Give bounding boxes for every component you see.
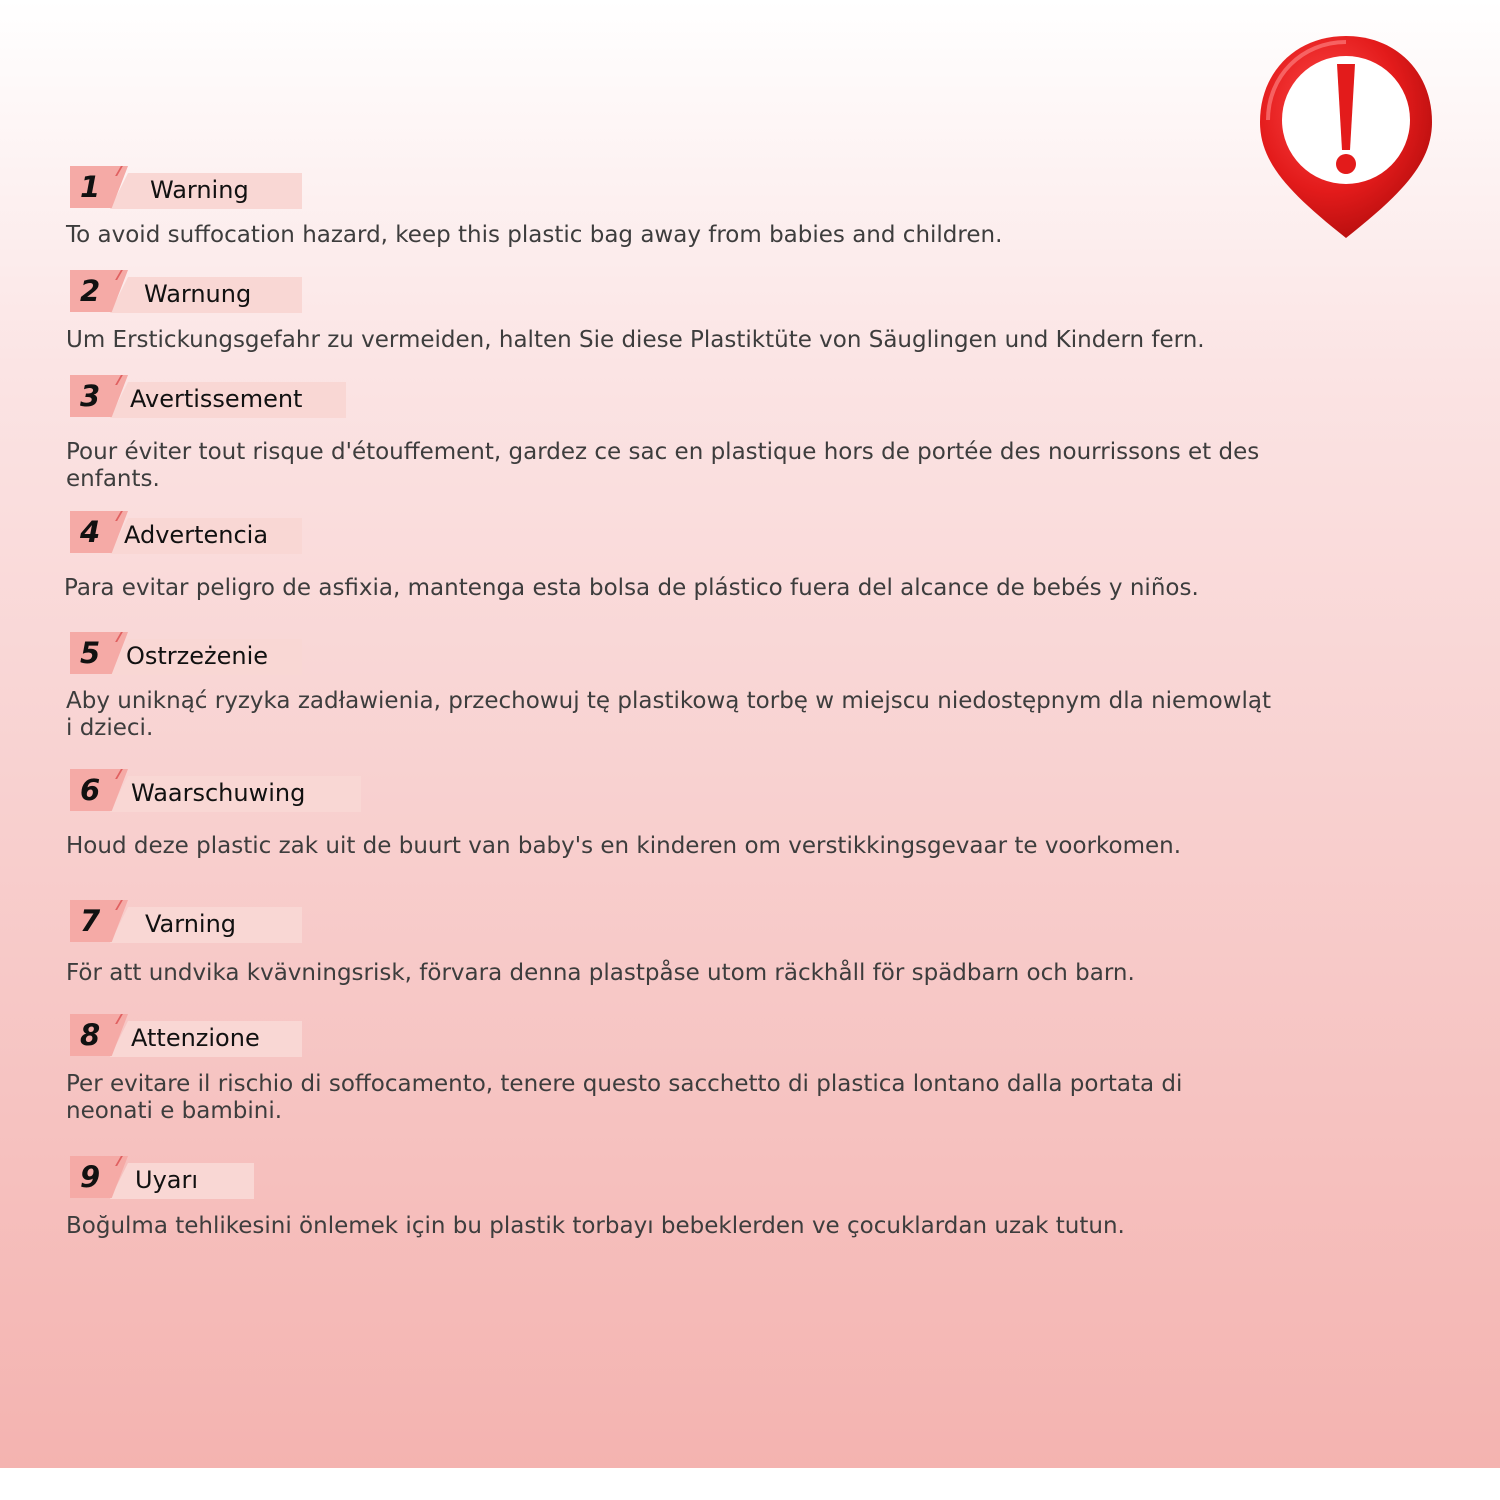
warning-section-2 xyxy=(66,270,1286,354)
warning-text: Boğulma tehlikesini önlemek için bu plastik torbayı bebeklerden ve çocuklardan uzak tutun. xyxy=(66,1213,1125,1239)
warning-heading: Varning xyxy=(145,910,237,938)
warning-section-3 xyxy=(66,375,1286,493)
warning-tag-4 xyxy=(70,511,1286,553)
warning-heading: Uyarı xyxy=(135,1166,199,1194)
warning-heading: Warnung xyxy=(144,280,252,308)
warning-section-5 xyxy=(66,632,1286,742)
warning-number: 6 xyxy=(80,773,101,807)
warning-tag-1 xyxy=(70,166,1286,208)
warning-text: Um Erstickungsgefahr zu vermeiden, halten Sie diese Plastiktüte von Säuglingen und Kindern fern. xyxy=(66,327,1205,353)
warning-tag-5 xyxy=(70,632,1286,674)
warning-section-6 xyxy=(66,769,1286,860)
warning-tag-2 xyxy=(70,270,1286,312)
warning-text: Per evitare il rischio di soffocamento, tenere questo sacchetto di plastica lontano dalla portata di neonati e bambini. xyxy=(66,1071,1183,1124)
warning-heading: Waarschuwing xyxy=(131,779,306,807)
warning-number: 8 xyxy=(80,1018,101,1052)
warning-text: Houd deze plastic zak uit de buurt van baby's en kinderen om verstikkingsgevaar te voorkomen. xyxy=(66,833,1182,859)
warning-text: För att undvika kvävningsrisk, förvara denna plastpåse utom räckhåll för spädbarn och barn. xyxy=(66,960,1135,986)
warning-tag-6 xyxy=(70,769,1286,811)
warning-number: 7 xyxy=(80,904,101,938)
warning-heading: Attenzione xyxy=(131,1024,260,1052)
warning-section-7 xyxy=(66,900,1286,987)
exclamation-location-pin-icon xyxy=(1258,32,1434,242)
warning-tag-8 xyxy=(70,1014,1286,1056)
warning-text: Pour éviter tout risque d'étouffement, gardez ce sac en plastique hors de portée des nourrissons et des enfants. xyxy=(66,439,1260,492)
warning-tag-9 xyxy=(70,1156,1286,1198)
warning-heading: Avertissement xyxy=(130,385,303,413)
warning-heading: Warning xyxy=(150,176,249,204)
warning-text: Para evitar peligro de asfixia, mantenga esta bolsa de plástico fuera del alcance de bebés y niños. xyxy=(64,575,1199,601)
warning-number: 5 xyxy=(80,636,101,670)
warning-section-4 xyxy=(66,511,1286,602)
warning-text: To avoid suffocation hazard, keep this plastic bag away from babies and children. xyxy=(66,222,1003,248)
warning-heading: Ostrzeżenie xyxy=(126,642,269,670)
warning-number: 9 xyxy=(80,1160,101,1194)
warning-text: Aby uniknąć ryzyka zadławienia, przechowuj tę plastikową torbę w miejscu niedostępnym dla niemowląt i dzieci. xyxy=(66,688,1271,741)
warning-number: 1 xyxy=(80,170,101,204)
warning-number: 3 xyxy=(80,379,101,413)
warning-section-8 xyxy=(66,1014,1286,1125)
warning-section-9 xyxy=(66,1156,1286,1240)
warning-number: 4 xyxy=(80,515,101,549)
warning-section-1 xyxy=(66,166,1286,249)
warning-tag-3 xyxy=(70,375,1286,417)
warning-heading: Advertencia xyxy=(124,521,269,549)
warning-tag-7 xyxy=(70,900,1286,942)
warning-number: 2 xyxy=(80,274,101,308)
